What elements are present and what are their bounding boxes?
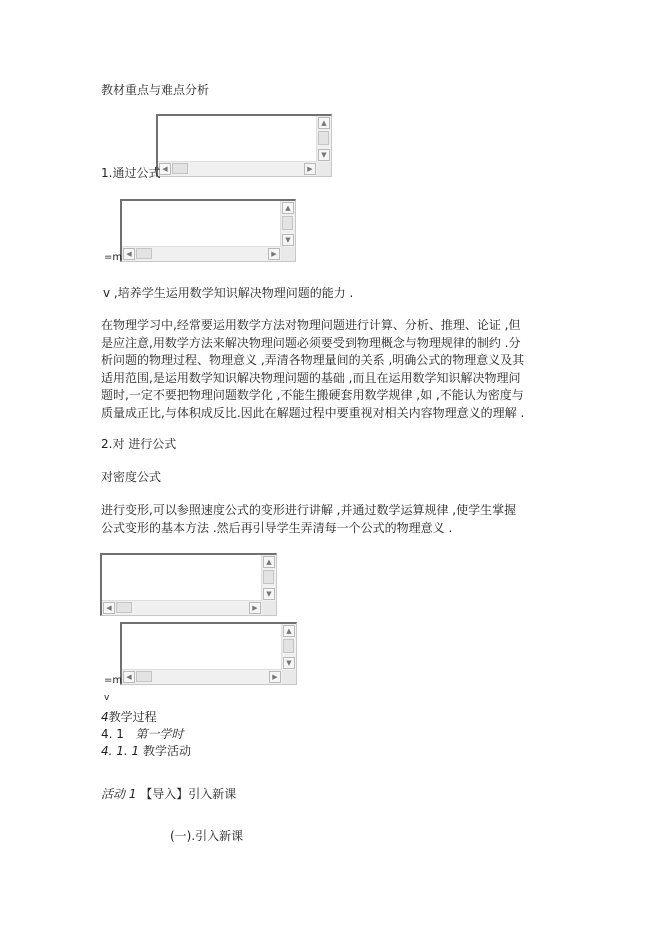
horizontal-scrollbar[interactable] [122,669,282,684]
scroll-corner [262,601,276,615]
scroll-left-icon[interactable]: ◀ [123,248,135,260]
section-title: 教学活动 [143,744,192,758]
paragraph-line: 进行变形,可以参照速度公式的变形进行讲解 ,并通过数学运算规律 ,使学生掌握 [101,503,517,517]
embedded-formula-box[interactable] [120,199,296,262]
embedded-formula-box[interactable] [100,553,277,616]
section-number: 4 [101,710,109,724]
scroll-corner [281,247,295,261]
scroll-right-icon[interactable]: ▶ [269,671,281,683]
scroll-thumb[interactable] [263,570,274,584]
bullet-ability: v ,培养学生运用数学知识解决物理问题的能力 . [103,286,354,300]
scroll-down-icon[interactable]: ▼ [318,149,330,161]
scroll-corner [317,162,331,176]
scroll-left-icon[interactable]: ◀ [123,671,135,683]
activity-title: 【导入】引入新课 [140,787,237,801]
section-4-1-heading [101,728,183,740]
scroll-thumb[interactable] [318,131,329,145]
doc-title: 教材重点与难点分析 [101,83,210,97]
variable-v: v [104,693,110,703]
section-title: 教学过程 [108,710,157,724]
paragraph-line: 题时,一定不要把物理问题数学化 ,不能生搬硬套用数学规律 ,如 ,不能认为密度与 [101,388,524,403]
section-number: 4. 1 [101,727,124,741]
density-formula-label: 对密度公式 [101,470,162,484]
activity-label: 活动 1 [101,787,137,801]
scroll-up-icon[interactable]: ▲ [263,556,275,568]
intro-heading: (一).引入新课 [170,829,244,843]
scroll-right-icon[interactable]: ▶ [268,248,280,260]
vertical-scrollbar[interactable] [261,555,276,601]
item-2-label: 2.对 进行公式 [101,437,177,451]
horizontal-scrollbar[interactable] [102,600,262,615]
scroll-down-icon[interactable]: ▼ [263,588,275,600]
scroll-left-icon[interactable]: ◀ [103,602,115,614]
section-number: 4. 1. 1 [101,744,140,758]
equation-prefix: =m [104,675,123,686]
scroll-up-icon[interactable]: ▲ [282,202,294,214]
scroll-thumb[interactable] [116,602,132,613]
scroll-down-icon[interactable]: ▼ [283,657,295,669]
horizontal-scrollbar[interactable] [158,161,317,176]
embedded-formula-box[interactable] [156,114,332,177]
scroll-thumb[interactable] [282,216,293,230]
paragraph-line: 在物理学习中,经常要运用数学方法对物理问题进行计算、分析、推理、论证 ,但 [101,318,521,332]
scroll-thumb[interactable] [172,163,188,174]
scroll-thumb[interactable] [283,639,294,653]
section-title: 第一学时 [135,727,184,741]
section-4-heading [101,711,157,723]
vertical-scrollbar[interactable] [280,201,295,247]
paragraph-line: 适用范围,是运用数学知识解决物理问题的基础 ,而且在运用数学知识解决物理问 [101,370,521,385]
activity-1-heading [101,788,236,800]
paragraph-line: 析问题的物理过程、物理意义 ,弄清各物理量间的关系 ,明确公式的物理意义及其 [101,353,525,368]
paragraph-line: 是应注意,用数学方法来解决物理问题必须要受到物理概念与物理规律的制约 .分 [101,335,521,350]
section-4-1-1-heading [101,745,191,757]
item-1-label: 1.通过公式 [101,166,161,180]
embedded-formula-box[interactable] [120,622,297,685]
paragraph-transform [101,502,571,537]
scroll-up-icon[interactable]: ▲ [283,625,295,637]
scroll-left-icon[interactable]: ◀ [159,163,171,175]
vertical-scrollbar[interactable] [281,624,296,670]
paragraph-math-physics [101,317,571,423]
scroll-thumb[interactable] [136,248,152,259]
paragraph-line: 公式变形的基本方法 .然后再引导学生弄清每一个公式的物理意义 . [101,520,453,535]
equation-prefix: =m [104,252,123,263]
scroll-right-icon[interactable]: ▶ [249,602,261,614]
vertical-scrollbar[interactable] [316,116,331,162]
paragraph-line: 质量成正比,与体积成反比.因此在解题过程中要重视对相关内容物理意义的理解 . [101,405,525,420]
scroll-thumb[interactable] [136,671,152,682]
scroll-right-icon[interactable]: ▶ [304,163,316,175]
horizontal-scrollbar[interactable] [122,246,281,261]
scroll-up-icon[interactable]: ▲ [318,117,330,129]
scroll-corner [282,670,296,684]
scroll-down-icon[interactable]: ▼ [282,234,294,246]
